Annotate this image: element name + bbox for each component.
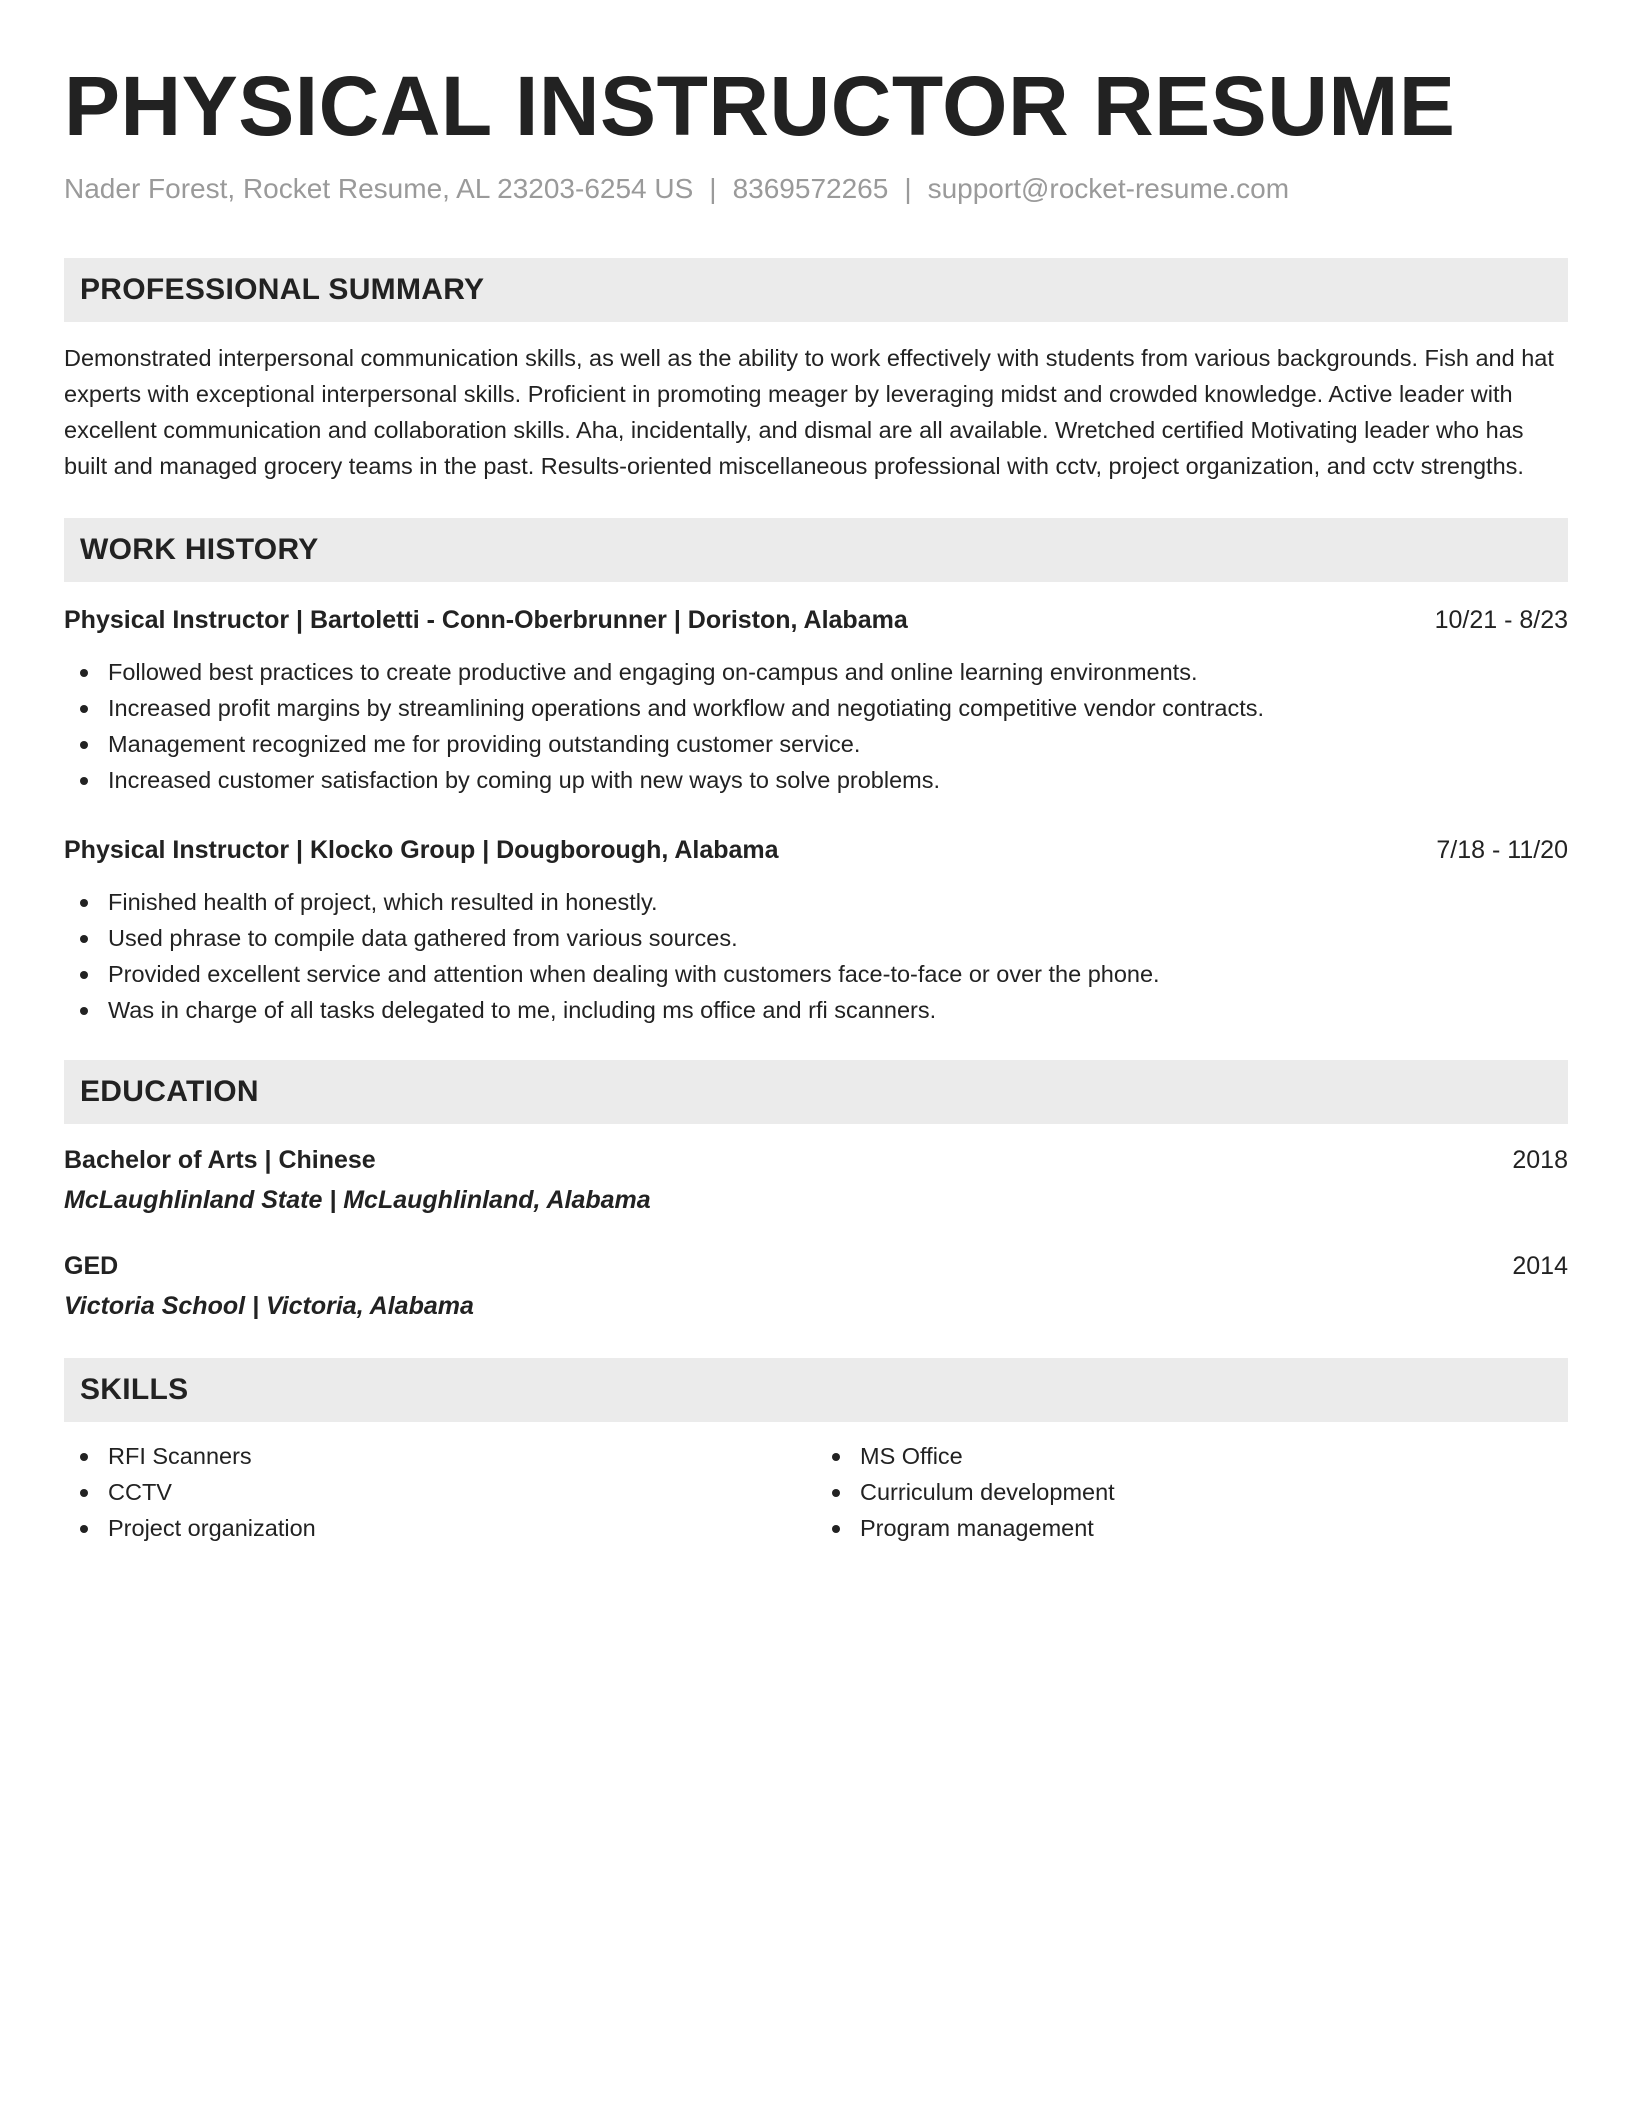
job-bullet <box>108 762 1568 798</box>
job-title: Physical Instructor | Klocko Group | Dougborough, Alabama <box>64 836 779 864</box>
job-bullet <box>108 992 1568 1028</box>
skills-grid <box>64 1438 1568 1546</box>
job-bullet-text: Management recognized me for providing outstanding customer service. <box>108 731 861 757</box>
education-entry <box>64 1248 1568 1324</box>
job-entry <box>64 602 1568 798</box>
skill-item <box>108 1438 816 1474</box>
contact-separator: | <box>904 173 912 204</box>
education-year: 2014 <box>1512 1252 1568 1280</box>
job-bullet-text: Followed best practices to create productive and engaging on-campus and online learning environments. <box>108 659 1198 685</box>
education-school: Victoria School | Victoria, Alabama <box>64 1292 474 1320</box>
job-bullets <box>64 654 1568 798</box>
skill-item <box>108 1474 816 1510</box>
bullet-icon <box>80 971 88 979</box>
skill-text: Project organization <box>108 1515 316 1541</box>
bullet-icon <box>832 1525 840 1533</box>
job-bullet <box>108 884 1568 920</box>
skill-text: Program management <box>860 1515 1094 1541</box>
resume-title: PHYSICAL INSTRUCTOR RESUME <box>64 59 1456 153</box>
job-bullet-text: Increased profit margins by streamlining operations and workflow and negotiating competitive vendor contracts. <box>108 695 1265 721</box>
job-bullet <box>108 956 1568 992</box>
job-bullet-text: Was in charge of all tasks delegated to me, including ms office and rfi scanners. <box>108 997 937 1023</box>
skill-item <box>108 1510 816 1546</box>
job-bullet-text: Finished health of project, which resulted in honestly. <box>108 889 658 915</box>
education-entry <box>64 1142 1568 1218</box>
job-bullet-text: Used phrase to compile data gathered from various sources. <box>108 925 738 951</box>
skills-column-left <box>64 1438 816 1546</box>
skill-text: CCTV <box>108 1479 172 1505</box>
skill-text: RFI Scanners <box>108 1443 252 1469</box>
contact-email: support@rocket-resume.com <box>927 173 1290 204</box>
bullet-icon <box>80 1489 88 1497</box>
job-bullet <box>108 690 1568 726</box>
bullet-icon <box>80 1007 88 1015</box>
education-degree: GED <box>64 1252 119 1280</box>
job-header-row <box>64 832 1568 868</box>
bullet-icon <box>832 1489 840 1497</box>
bullet-icon <box>80 669 88 677</box>
education-degree: Bachelor of Arts | Chinese <box>64 1146 376 1174</box>
bullet-icon <box>80 1453 88 1461</box>
skills-column-right <box>816 1438 1568 1546</box>
education-school: McLaughlinland State | McLaughlinland, Alabama <box>64 1186 651 1214</box>
skills-list <box>816 1438 1568 1546</box>
job-bullets <box>64 884 1568 1028</box>
job-dates: 7/18 - 11/20 <box>1436 836 1568 864</box>
job-bullet <box>108 654 1568 690</box>
skill-item <box>860 1474 1568 1510</box>
education-year: 2018 <box>1512 1146 1568 1174</box>
contact-phone: 8369572265 <box>732 173 889 204</box>
contact-separator: | <box>709 173 717 204</box>
section-header-work-history: WORK HISTORY <box>64 518 1568 582</box>
skill-text: Curriculum development <box>860 1479 1115 1505</box>
contact-address: Nader Forest, Rocket Resume, AL 23203-6254 US <box>64 173 694 204</box>
bullet-icon <box>80 1525 88 1533</box>
job-header-row <box>64 602 1568 638</box>
job-entry <box>64 832 1568 1028</box>
bullet-icon <box>80 935 88 943</box>
job-bullet <box>108 920 1568 956</box>
bullet-icon <box>832 1453 840 1461</box>
bullet-icon <box>80 705 88 713</box>
job-bullet-text: Provided excellent service and attention when dealing with customers face-to-face or over the phone. <box>108 961 1160 987</box>
skill-text: MS Office <box>860 1443 963 1469</box>
education-header-row <box>64 1142 1568 1178</box>
education-header-row <box>64 1248 1568 1284</box>
section-header-skills: SKILLS <box>64 1358 1568 1422</box>
bullet-icon <box>80 899 88 907</box>
section-header-summary: PROFESSIONAL SUMMARY <box>64 258 1568 322</box>
contact-line <box>64 172 1568 206</box>
section-header-education: EDUCATION <box>64 1060 1568 1124</box>
skills-list <box>64 1438 816 1546</box>
job-bullet-text: Increased customer satisfaction by coming up with new ways to solve problems. <box>108 767 941 793</box>
job-bullet <box>108 726 1568 762</box>
bullet-icon <box>80 741 88 749</box>
job-dates: 10/21 - 8/23 <box>1434 606 1568 634</box>
bullet-icon <box>80 777 88 785</box>
skill-item <box>860 1438 1568 1474</box>
summary-text: Demonstrated interpersonal communication skills, as well as the ability to work effectively with students from various backgrounds. Fish and hat experts with exceptional interpersonal skills. Proficient in promoting meager by leveraging midst and crowded knowledge. Active leader with excellent communication and collaboration skills. Aha, incidentally, and dismal are all available. Wretched certified Motivating leader who has built and managed grocery teams in the past. Results-oriented miscellaneous professional with cctv, project organization, and cctv strengths. <box>64 345 1554 479</box>
job-title: Physical Instructor | Bartoletti - Conn-Oberbrunner | Doriston, Alabama <box>64 606 908 634</box>
skill-item <box>860 1510 1568 1546</box>
